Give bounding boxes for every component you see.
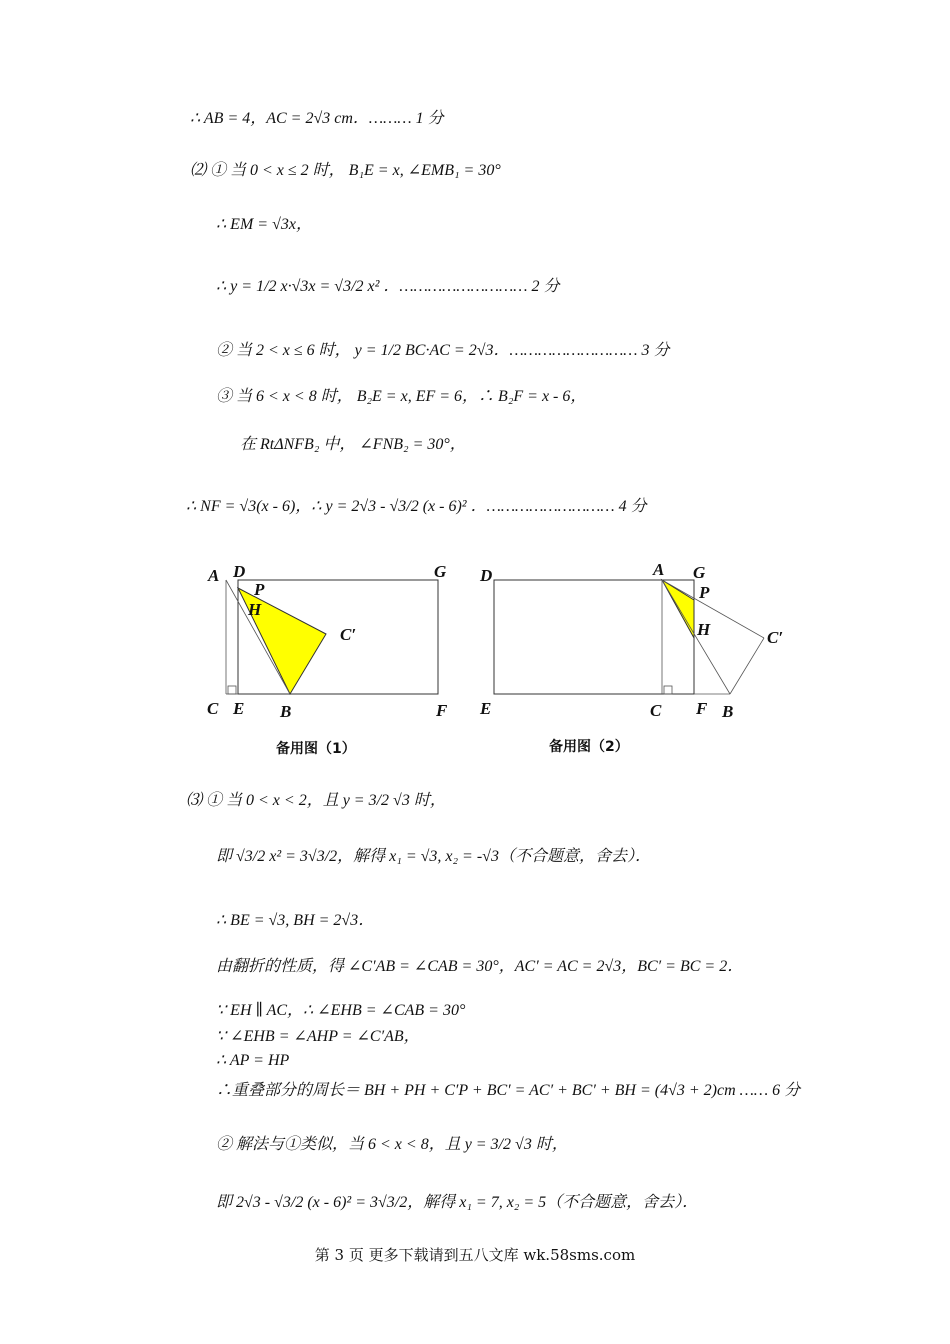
line-5 <box>216 340 670 360</box>
line-13-text: ∵ EH ∥ AC，∴ ∠EHB = ∠CAB = 30° <box>216 1002 466 1019</box>
figure-2 <box>480 560 800 760</box>
line-15 <box>216 1050 289 1070</box>
line-10 <box>216 846 651 866</box>
fig1-label-C-prime: C′ <box>340 625 357 644</box>
fig2-label-C: C <box>650 701 662 720</box>
fig1-label-B: B <box>280 702 292 721</box>
figure-2-rect <box>494 580 694 694</box>
line-12-text: 由翻折的性质，得 ∠C′AB = ∠CAB = 30°，AC′ = AC = 2√3，BC′ = BC = 2． <box>216 958 744 975</box>
line-16 <box>216 1080 800 1100</box>
line-4 <box>216 276 559 296</box>
fig1-label-C: C <box>207 699 219 718</box>
fig2-label-H: H <box>697 620 711 639</box>
fig2-label-B: B <box>722 702 734 721</box>
line-8 <box>186 496 647 516</box>
figure-2-line-AC-prime <box>662 580 764 638</box>
fig2-label-F: F <box>696 699 708 718</box>
fig1-label-A: A <box>208 566 220 585</box>
line-12 <box>216 956 743 976</box>
line-3-text: ∴ EM = √3x， <box>216 216 312 233</box>
line-13 <box>216 1000 465 1020</box>
line-2 <box>190 160 501 180</box>
figure-2-caption: 备用图（2） <box>549 739 629 755</box>
fig1-label-F: F <box>436 701 448 720</box>
fig1-label-E: E <box>233 699 245 718</box>
line-6-text: ③ 当 6 < x < 8 时， B₂E = x, EF = 6，∴ B₂F = x - 6， <box>216 388 587 405</box>
fig2-label-P: P <box>699 583 710 602</box>
line-4-text: ∴ y = 1/2 x·√3x = √3/2 x² ．……………………… 2 分 <box>216 278 560 295</box>
figure-2-line-C-prime-B <box>730 638 764 694</box>
fig2-label-D: D <box>480 566 493 585</box>
figure-2-line-AB <box>662 580 730 694</box>
fig2-label-A: A <box>653 560 665 579</box>
line-9 <box>186 790 446 810</box>
line-5-text: ② 当 2 < x ≤ 6 时， y = 1/2 BC·AC = 2√3．……………………… 3 分 <box>216 342 670 359</box>
line-7-text: 在 RtΔNFB₂ 中， ∠FNB₂ = 30°， <box>240 436 466 453</box>
fig2-label-C-prime: C′ <box>767 628 784 647</box>
fig1-label-H: H <box>248 600 262 619</box>
line-15-text: ∴ AP = HP <box>216 1052 290 1069</box>
figure-1-right-angle <box>228 686 236 694</box>
line-8-text: ∴ NF = √3(x - 6)，∴ y = 2√3 - √3/2 (x - 6)² ．……………………… 4 分 <box>186 498 647 515</box>
line-1 <box>190 108 444 128</box>
line-1-text: ∴ AB = 4，AC = 2√3 cm．……… 1 分 <box>190 110 444 127</box>
line-7 <box>240 434 466 454</box>
line-6 <box>216 386 586 406</box>
line-11-text: ∴ BE = √3, BH = 2√3． <box>216 912 375 929</box>
figure-1-caption: 备用图（1） <box>276 741 356 757</box>
figure-2-right-angle <box>664 686 672 694</box>
line-14 <box>216 1026 420 1046</box>
line-3 <box>216 214 312 234</box>
fig1-label-D: D <box>233 562 246 581</box>
line-9-text: ⑶ ① 当 0 < x < 2，且 y = 3/2 √3 时， <box>186 792 446 809</box>
line-10-text: 即 √3/2 x² = 3√3/2，解得 x₁ = √3, x₂ = -√3（不合题意，舍去）． <box>216 848 651 865</box>
fig2-label-E: E <box>480 699 492 718</box>
line-18 <box>216 1192 698 1212</box>
line-17-text: ② 解法与①类似，当 6 < x < 8，且 y = 3/2 √3 时， <box>216 1136 568 1153</box>
line-18-text: 即 2√3 - √3/2 (x - 6)² = 3√3/2，解得 x₁ = 7, x₂ = 5（不合题意，舍去）． <box>216 1194 699 1211</box>
fig1-label-P: P <box>254 580 265 599</box>
fig1-label-G: G <box>434 562 447 581</box>
line-16-text: ∴重叠部分的周长＝ BH + PH + C′P + BC′ = AC′ + BC′ + BH = (4√3 + 2)cm …… 6 分 <box>216 1082 801 1099</box>
line-11 <box>216 910 374 930</box>
fig2-label-G: G <box>693 563 706 582</box>
figure-1 <box>200 560 470 760</box>
line-17 <box>216 1134 568 1154</box>
line-2-text: ⑵ ① 当 0 < x ≤ 2 时， B₁E = x, ∠EMB₁ = 30° <box>190 162 501 179</box>
line-14-text: ∵ ∠EHB = ∠AHP = ∠C′AB， <box>216 1028 420 1045</box>
page-footer: 第 3 页 更多下载请到五八文库 wk.58sms.com <box>314 1246 636 1264</box>
